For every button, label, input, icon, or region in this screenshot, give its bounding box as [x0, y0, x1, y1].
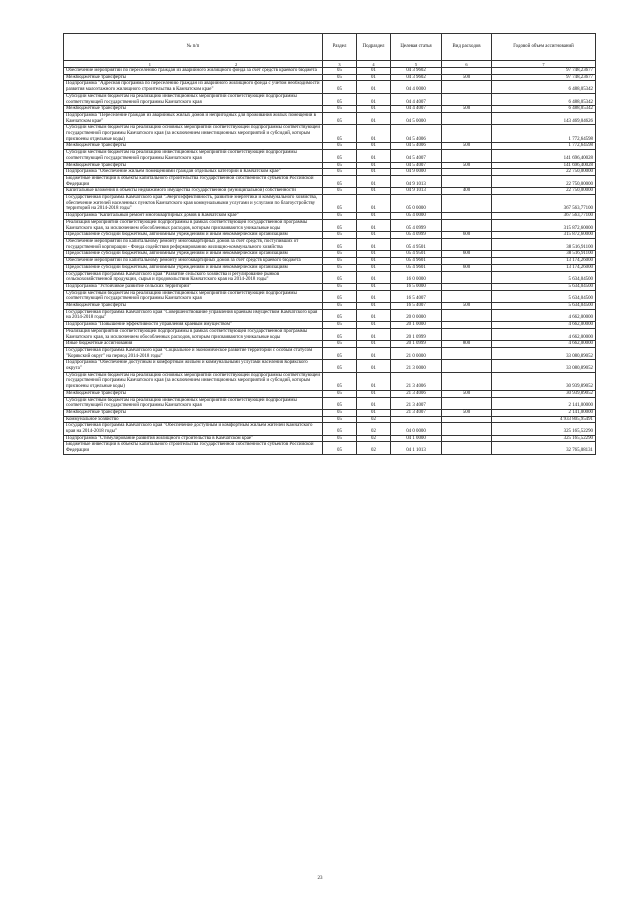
row-expense-type-cell — [442, 360, 492, 372]
row-podrazdel-cell: 01 — [357, 409, 391, 416]
row-target-article-cell: 20 0 0000 — [391, 309, 442, 321]
row-razdel-cell: 05 — [323, 423, 357, 435]
row-podrazdel-cell: 01 — [357, 106, 391, 113]
row-podrazdel-cell: 01 — [357, 347, 391, 359]
row-amount-cell: 1 772,64598 — [492, 143, 596, 150]
table-row — [64, 409, 596, 416]
column-number: 7 — [492, 61, 596, 68]
row-target-article-cell: 04 0 0000 — [391, 423, 442, 435]
table-row — [64, 390, 596, 397]
table-row — [64, 303, 596, 310]
row-target-article-cell: 05 0 0000 — [391, 195, 442, 213]
table-row — [64, 81, 596, 93]
row-name-cell: Межбюджетные трансферты — [64, 143, 323, 150]
row-podrazdel-cell: 01 — [357, 112, 391, 124]
row-target-article-cell: 04 5 4007 — [391, 150, 442, 162]
row-amount-cell: 33 080,89052 — [492, 347, 596, 359]
row-target-article-cell: 05 4 9501 — [391, 251, 442, 258]
table-row — [64, 219, 596, 231]
row-razdel-cell: 05 — [323, 283, 357, 290]
row-expense-type-cell — [442, 219, 492, 231]
row-razdel-cell: 05 — [323, 290, 357, 302]
row-target-article-cell: 20 1 0000 — [391, 322, 442, 329]
row-name-cell: Подпрограмма "Устойчивое развитие сельских территорий" — [64, 283, 323, 290]
row-podrazdel-cell: 01 — [357, 81, 391, 93]
row-name-cell: Государственная программа Камчатского края "Энергоэффективность, развитие энергетики и коммунального хозяйства, обеспечение жителей населенных пунктов Камчатского края коммунальными услугами и услугами по благоустройству территорий на 2014-2018 годы" — [64, 195, 323, 213]
row-razdel-cell: 05 — [323, 303, 357, 310]
row-name-cell: Межбюджетные трансферты — [64, 162, 323, 169]
row-razdel-cell: 05 — [323, 372, 357, 390]
row-target-article-cell: 05 4 0999 — [391, 232, 442, 239]
row-amount-cell: 13 174,26000 — [492, 264, 596, 271]
table-row — [64, 341, 596, 348]
row-razdel-cell: 05 — [323, 162, 357, 169]
row-razdel-cell: 05 — [323, 175, 357, 187]
row-name-cell: Межбюджетные трансферты — [64, 390, 323, 397]
row-name-cell: Обеспечение мероприятий по капитальному ремонту многоквартирных домов за счет средств, поступивших от государственной корпорации - Фонда содействия реформированию жилищно-коммунального хозяйства — [64, 238, 323, 250]
row-razdel-cell: 05 — [323, 213, 357, 220]
row-expense-type-cell — [442, 283, 492, 290]
table-row — [64, 322, 596, 329]
row-target-article-cell: 16 0 0000 — [391, 271, 442, 283]
row-expense-type-cell — [442, 195, 492, 213]
row-target-article-cell: 04 4 4007 — [391, 106, 442, 113]
row-razdel-cell: 05 — [323, 360, 357, 372]
row-podrazdel-cell: 01 — [357, 341, 391, 348]
row-amount-cell: 97 748,23677 — [492, 68, 596, 75]
row-razdel-cell: 05 — [323, 169, 357, 176]
row-expense-type-cell: 500 — [442, 390, 492, 397]
row-expense-type-cell — [442, 435, 492, 442]
row-name-cell: Предоставление субсидий бюджетным, автономным учреждениям и иным некоммерческим организациям — [64, 232, 323, 239]
row-expense-type-cell — [442, 309, 492, 321]
row-amount-cell: 6 488,05342 — [492, 106, 596, 113]
row-name-cell: Межбюджетные трансферты — [64, 303, 323, 310]
row-expense-type-cell — [442, 125, 492, 143]
row-amount-cell: 30 939,89052 — [492, 372, 596, 390]
row-name-cell: Субсидии местным бюджетам на реализацию основных мероприятий соответствующей подпрограммы соответствующей государственной программы Камчатского края (за исключением инвестиционных мероприятий и субсидий, которым присвоены отдельные коды) — [64, 125, 323, 143]
row-podrazdel-cell: 01 — [357, 150, 391, 162]
row-name-cell: Подпрограмма "Капитальный ремонт многоквартирных домов в Камчатском крае" — [64, 213, 323, 220]
row-name-cell: Обеспечение мероприятий по капитальному ремонту многоквартирных домов за счет средств краевого бюджета — [64, 258, 323, 265]
row-name-cell: Государственная программа Камчатского края "Обеспечение доступным и комфортным жильем жителей Камчатского края на 2014-2018 годы" — [64, 423, 323, 435]
row-podrazdel-cell: 01 — [357, 360, 391, 372]
row-expense-type-cell: 500 — [442, 162, 492, 169]
row-podrazdel-cell: 01 — [357, 68, 391, 75]
row-razdel-cell: 05 — [323, 271, 357, 283]
table-row — [64, 372, 596, 390]
column-number-row — [64, 61, 596, 68]
column-number: 1 2 — [64, 61, 323, 68]
row-amount-cell: 38 516,91100 — [492, 238, 596, 250]
row-name-cell: Капитальные вложения в объекты недвижимого имущества государственной (муниципальной) собственности — [64, 188, 323, 195]
row-name-cell: Субсидии местным бюджетам на реализацию основных мероприятий соответствующей подпрограммы соответствующей государственной программы Камчатского края (за исключением инвестиционных мероприятий и субсидий, которым присвоены отдельные коды) — [64, 372, 323, 390]
row-podrazdel-cell: 01 — [357, 125, 391, 143]
row-amount-cell: 2 141,00000 — [492, 409, 596, 416]
row-target-article-cell: 04 1 1013 — [391, 442, 442, 454]
column-number: 5 — [391, 61, 442, 68]
row-target-article-cell: 16 5 4007 — [391, 303, 442, 310]
row-expense-type-cell — [442, 397, 492, 409]
row-expense-type-cell — [442, 423, 492, 435]
row-name-cell: Межбюджетные трансферты — [64, 409, 323, 416]
column-number: 6 — [442, 61, 492, 68]
row-podrazdel-cell: 02 — [357, 442, 391, 454]
table-row — [64, 283, 596, 290]
row-expense-type-cell — [442, 238, 492, 250]
table-row — [64, 347, 596, 359]
row-razdel-cell: 05 — [323, 322, 357, 329]
table-body — [64, 61, 596, 455]
header-number-name: № п/п — [64, 34, 323, 61]
row-amount-cell: 6 488,05342 — [492, 81, 596, 93]
row-name-cell: Предоставление субсидий бюджетным, автономным учреждениям и иным некоммерческим организациям — [64, 264, 323, 271]
row-amount-cell: 325 165,52290 — [492, 435, 596, 442]
table-row — [64, 397, 596, 409]
row-podrazdel-cell: 01 — [357, 219, 391, 231]
row-amount-cell: 33 080,89052 — [492, 360, 596, 372]
table-row — [64, 251, 596, 258]
row-podrazdel-cell: 01 — [357, 309, 391, 321]
row-amount-cell: 1 772,64598 — [492, 125, 596, 143]
row-amount-cell: 5 634,04500 — [492, 283, 596, 290]
table-row — [64, 309, 596, 321]
row-razdel-cell: 05 — [323, 309, 357, 321]
table-row — [64, 232, 596, 239]
row-expense-type-cell — [442, 258, 492, 265]
row-razdel-cell: 05 — [323, 264, 357, 271]
row-target-article-cell: 04 3 9602 — [391, 74, 442, 81]
row-expense-type-cell: 500 — [442, 143, 492, 150]
row-amount-cell: 4 662,00000 — [492, 328, 596, 340]
row-razdel-cell: 05 — [323, 74, 357, 81]
row-name-cell: Подпрограмма "Обеспечение жильем помещениями граждан отдельных категорий в Камчатском крае" — [64, 169, 323, 176]
row-podrazdel-cell: 02 — [357, 423, 391, 435]
table-row — [64, 258, 596, 265]
table-row — [64, 435, 596, 442]
row-podrazdel-cell: 01 — [357, 213, 391, 220]
row-podrazdel-cell: 01 — [357, 188, 391, 195]
row-razdel-cell: 05 — [323, 341, 357, 348]
row-name-cell: Субсидии местным бюджетам на реализацию инвестиционных мероприятий соответствующей подпрограммы соответствующей государственной программы Камчатского края — [64, 397, 323, 409]
row-razdel-cell: 05 — [323, 390, 357, 397]
table-row — [64, 290, 596, 302]
row-target-article-cell: 05 4 9501 — [391, 238, 442, 250]
row-razdel-cell: 05 — [323, 232, 357, 239]
budget-page — [63, 33, 595, 455]
row-expense-type-cell — [442, 112, 492, 124]
row-amount-cell: 30 939,89052 — [492, 390, 596, 397]
row-name-cell: Подпрограмма "Адресная программа по переселению граждан из аварийного жилищного фонда с учетом необходимости развития малоэтажного жилищного строительства в Камчатском крае" — [64, 81, 323, 93]
row-expense-type-cell: 500 — [442, 409, 492, 416]
row-name-cell: Бюджетные инвестиции в объекты капитального строительства государственной собственности субъектов Российской Федерации — [64, 175, 323, 187]
budget-table — [63, 33, 596, 455]
table-row — [64, 188, 596, 195]
row-amount-cell: 5 634,04500 — [492, 303, 596, 310]
page-number: 23 — [317, 876, 323, 881]
table-row — [64, 423, 596, 435]
row-target-article-cell: 04 9 1013 — [391, 175, 442, 187]
table-row — [64, 442, 596, 454]
table-row — [64, 271, 596, 283]
header-podrazdel: Подраздел — [357, 34, 391, 61]
row-podrazdel-cell: 01 — [357, 195, 391, 213]
row-amount-cell: 22 750,00000 — [492, 169, 596, 176]
row-amount-cell: 4 933 805,95491 — [492, 416, 596, 423]
row-razdel-cell: 05 — [323, 409, 357, 416]
row-podrazdel-cell: 01 — [357, 93, 391, 105]
row-amount-cell: 5 634,04500 — [492, 271, 596, 283]
row-podrazdel-cell: 01 — [357, 232, 391, 239]
row-amount-cell: 97 748,23677 — [492, 74, 596, 81]
row-expense-type-cell — [442, 442, 492, 454]
row-podrazdel-cell: 01 — [357, 238, 391, 250]
row-target-article-cell: 21 3 4007 — [391, 409, 442, 416]
row-target-article-cell: 05 4 0999 — [391, 219, 442, 231]
row-target-article-cell: 04 9 0000 — [391, 169, 442, 176]
row-name-cell: Межбюджетные трансферты — [64, 106, 323, 113]
row-amount-cell: 141 696,40028 — [492, 150, 596, 162]
row-amount-cell: 13 174,26000 — [492, 258, 596, 265]
row-podrazdel-cell: 01 — [357, 251, 391, 258]
row-expense-type-cell — [442, 347, 492, 359]
row-target-article-cell: 21 3 4006 — [391, 372, 442, 390]
row-podrazdel-cell: 01 — [357, 169, 391, 176]
table-row — [64, 68, 596, 75]
header-target-article: Целевая статья — [391, 34, 442, 61]
table-row — [64, 328, 596, 340]
row-amount-cell: 315 872,60000 — [492, 219, 596, 231]
row-razdel-cell: 05 — [323, 195, 357, 213]
row-razdel-cell: 05 — [323, 416, 357, 423]
row-name-cell: Реализация мероприятий соответствующей подпрограммы в рамках соответствующей государственной программы Камчатского края, за исключением обособленных расходов, которым присваиваются уникальные коды — [64, 219, 323, 231]
row-target-article-cell: 20 1 0999 — [391, 328, 442, 340]
row-name-cell: Государственная программа Камчатского края "Совершенствование управления краевым имуществом Камчатского края на 2014-2018 годы" — [64, 309, 323, 321]
row-amount-cell: 4 662,00000 — [492, 309, 596, 321]
row-podrazdel-cell: 01 — [357, 162, 391, 169]
table-row — [64, 106, 596, 113]
row-expense-type-cell — [442, 322, 492, 329]
row-podrazdel-cell: 01 — [357, 397, 391, 409]
row-target-article-cell: 05 4 9601 — [391, 258, 442, 265]
row-podrazdel-cell: 01 — [357, 271, 391, 283]
row-podrazdel-cell: 01 — [357, 322, 391, 329]
row-expense-type-cell — [442, 68, 492, 75]
row-name-cell: Реализация мероприятий соответствующей подпрограммы в рамках соответствующей государственной программы Камчатского края, за исключением обособленных расходов, которым присваиваются уникальные коды — [64, 328, 323, 340]
row-razdel-cell: 05 — [323, 150, 357, 162]
table-row — [64, 74, 596, 81]
row-amount-cell: 143 469,04626 — [492, 112, 596, 124]
row-expense-type-cell: 500 — [442, 106, 492, 113]
row-target-article-cell: 05 4 0000 — [391, 213, 442, 220]
table-row — [64, 169, 596, 176]
row-expense-type-cell: 500 — [442, 74, 492, 81]
row-amount-cell: 5 634,04500 — [492, 290, 596, 302]
row-expense-type-cell — [442, 416, 492, 423]
row-expense-type-cell: 600 — [442, 232, 492, 239]
row-razdel-cell: 05 — [323, 112, 357, 124]
header-expense-type: Вид расходов — [442, 34, 492, 61]
row-amount-cell: 367 563,77100 — [492, 213, 596, 220]
row-expense-type-cell — [442, 81, 492, 93]
table-row — [64, 213, 596, 220]
table-row — [64, 143, 596, 150]
table-row — [64, 125, 596, 143]
row-target-article-cell: 04 5 4007 — [391, 162, 442, 169]
row-podrazdel-cell: 01 — [357, 264, 391, 271]
row-podrazdel-cell: 01 — [357, 303, 391, 310]
column-number: 4 — [357, 61, 391, 68]
table-row — [64, 195, 596, 213]
row-amount-cell: 6 488,05342 — [492, 93, 596, 105]
row-target-article-cell: 04 4 4007 — [391, 93, 442, 105]
row-name-cell: Субсидии местным бюджетам на реализацию инвестиционных мероприятий соответствующей подпрограммы соответствующей государственной программы Камчатского края — [64, 93, 323, 105]
row-name-cell: Подпрограмма "Обеспечение доступным и комфортным жильем и коммунальными услугами населения Корякского округа" — [64, 360, 323, 372]
row-name-cell: Предоставление субсидий бюджетным, автономным учреждениям и иным некоммерческим организациям — [64, 251, 323, 258]
table-row — [64, 238, 596, 250]
row-name-cell: Государственная программа Камчатского края "Развитие сельского хозяйства и регулирование рынков сельскохозяйственной продукции, сырья и продовольствия Камчатского края на 2014-2018 годы" — [64, 271, 323, 283]
table-row — [64, 112, 596, 124]
row-podrazdel-cell: 02 — [357, 435, 391, 442]
header-annual-amount: Годовой объем ассигнований — [492, 34, 596, 61]
row-podrazdel-cell: 01 — [357, 143, 391, 150]
row-expense-type-cell — [442, 372, 492, 390]
column-number: 3 — [323, 61, 357, 68]
row-name-cell: Субсидии местным бюджетам на реализацию инвестиционных мероприятий соответствующей подпрограммы соответствующей государственной программы Камчатского края — [64, 290, 323, 302]
row-amount-cell: 315 872,60000 — [492, 232, 596, 239]
row-podrazdel-cell: 01 — [357, 283, 391, 290]
row-expense-type-cell: 400 — [442, 188, 492, 195]
row-amount-cell: 22 750,00000 — [492, 188, 596, 195]
row-name-cell: Коммунальное хозяйство — [64, 416, 323, 423]
row-expense-type-cell: 500 — [442, 303, 492, 310]
row-expense-type-cell — [442, 290, 492, 302]
row-target-article-cell: 21 3 0000 — [391, 360, 442, 372]
row-target-article-cell: 16 5 4007 — [391, 290, 442, 302]
header-row — [64, 34, 596, 61]
table-row — [64, 150, 596, 162]
row-expense-type-cell — [442, 175, 492, 187]
row-target-article-cell: 04 5 4006 — [391, 125, 442, 143]
row-podrazdel-cell: 01 — [357, 290, 391, 302]
row-target-article-cell: 21 3 4007 — [391, 397, 442, 409]
row-target-article-cell: 05 4 9601 — [391, 264, 442, 271]
row-razdel-cell: 05 — [323, 328, 357, 340]
row-razdel-cell: 05 — [323, 258, 357, 265]
row-target-article-cell: 21 0 0000 — [391, 347, 442, 359]
row-name-cell: Подпрограмма "Повышение эффективности управления краевым имуществом" — [64, 322, 323, 329]
row-name-cell: Подпрограмма "Стимулирование развития жилищного строительства в Камчатском крае" — [64, 435, 323, 442]
row-amount-cell: 367 563,77100 — [492, 195, 596, 213]
row-amount-cell: 4 662,00000 — [492, 322, 596, 329]
row-razdel-cell: 05 — [323, 81, 357, 93]
row-expense-type-cell: 800 — [442, 341, 492, 348]
row-amount-cell: 22 750,00000 — [492, 175, 596, 187]
row-razdel-cell: 05 — [323, 238, 357, 250]
row-name-cell: Обеспечение мероприятий по переселению граждан из аварийного жилищного фонда за счет средств краевого бюджета — [64, 68, 323, 75]
row-razdel-cell: 05 — [323, 68, 357, 75]
row-podrazdel-cell: 01 — [357, 390, 391, 397]
table-row — [64, 175, 596, 187]
row-expense-type-cell: 600 — [442, 264, 492, 271]
row-target-article-cell: 21 3 4006 — [391, 390, 442, 397]
row-name-cell: Субсидии местным бюджетам на реализацию инвестиционных мероприятий соответствующей подпрограммы соответствующей государственной программы Камчатского края — [64, 150, 323, 162]
row-razdel-cell: 05 — [323, 251, 357, 258]
row-name-cell: Межбюджетные трансферты — [64, 74, 323, 81]
row-podrazdel-cell: 01 — [357, 258, 391, 265]
row-podrazdel-cell: 01 — [357, 372, 391, 390]
row-amount-cell: 2 141,00000 — [492, 397, 596, 409]
row-target-article-cell — [391, 416, 442, 423]
table-row — [64, 162, 596, 169]
table-row — [64, 416, 596, 423]
table-row — [64, 93, 596, 105]
row-target-article-cell: 04 5 0000 — [391, 112, 442, 124]
row-target-article-cell: 04 5 4006 — [391, 143, 442, 150]
row-razdel-cell: 05 — [323, 106, 357, 113]
row-name-cell: Бюджетные инвестиции в объекты капитального строительства государственной собственности субъектов Российской Федерации — [64, 442, 323, 454]
row-expense-type-cell — [442, 328, 492, 340]
row-target-article-cell: 04 1 0000 — [391, 435, 442, 442]
row-razdel-cell: 05 — [323, 93, 357, 105]
row-razdel-cell: 05 — [323, 435, 357, 442]
row-target-article-cell: 04 4 0000 — [391, 81, 442, 93]
row-name-cell: Иные бюджетные ассигнования — [64, 341, 323, 348]
row-amount-cell: 141 696,40028 — [492, 162, 596, 169]
row-target-article-cell: 04 9 1013 — [391, 188, 442, 195]
row-expense-type-cell — [442, 213, 492, 220]
row-expense-type-cell — [442, 93, 492, 105]
row-razdel-cell: 05 — [323, 347, 357, 359]
table-row — [64, 264, 596, 271]
row-razdel-cell: 05 — [323, 125, 357, 143]
row-razdel-cell: 05 — [323, 397, 357, 409]
row-razdel-cell: 05 — [323, 219, 357, 231]
row-amount-cell: 4 662,00000 — [492, 341, 596, 348]
row-razdel-cell: 05 — [323, 143, 357, 150]
row-target-article-cell: 16 5 0000 — [391, 283, 442, 290]
row-podrazdel-cell: 02 — [357, 416, 391, 423]
row-podrazdel-cell: 01 — [357, 74, 391, 81]
row-amount-cell: 32 765,08131 — [492, 442, 596, 454]
row-target-article-cell: 04 3 9602 — [391, 68, 442, 75]
row-target-article-cell: 20 1 0999 — [391, 341, 442, 348]
row-amount-cell: 38 516,91100 — [492, 251, 596, 258]
row-name-cell: Подпрограмма "Переселение граждан из аварийных жилых домов и непригодных для проживания жилых помещений в Камчатском крае" — [64, 112, 323, 124]
row-razdel-cell: 05 — [323, 188, 357, 195]
row-name-cell: Государственная программа Камчатского края "Социальное и экономическое развитие территории с особым статусом "Корякский округ" на период 2014-2018 годы" — [64, 347, 323, 359]
row-razdel-cell: 05 — [323, 442, 357, 454]
row-expense-type-cell: 600 — [442, 251, 492, 258]
row-expense-type-cell — [442, 169, 492, 176]
row-expense-type-cell — [442, 150, 492, 162]
row-podrazdel-cell: 01 — [357, 175, 391, 187]
row-expense-type-cell — [442, 271, 492, 283]
row-podrazdel-cell: 01 — [357, 328, 391, 340]
table-row — [64, 360, 596, 372]
row-amount-cell: 325 165,52290 — [492, 423, 596, 435]
header-razdel: Раздел — [323, 34, 357, 61]
